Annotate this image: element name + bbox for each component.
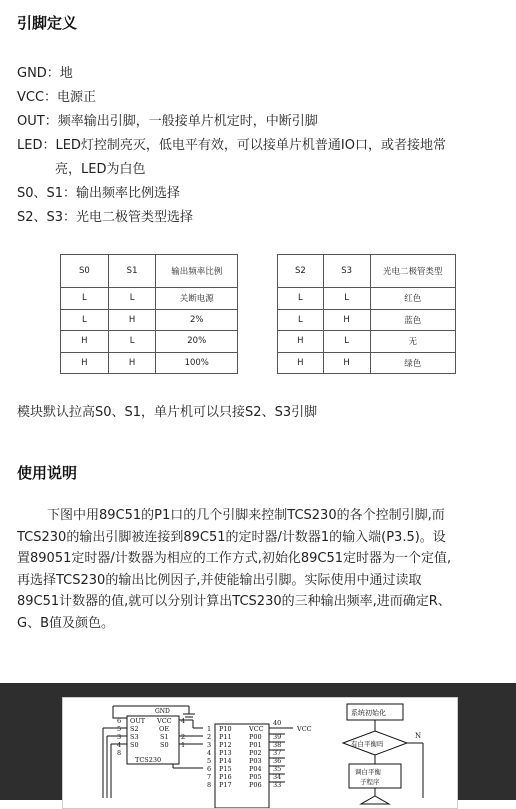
table-cell: H bbox=[108, 352, 156, 374]
mcu-pin-label: P11 bbox=[219, 733, 232, 741]
table-cell: L bbox=[108, 288, 156, 310]
table-cell: 蓝色 bbox=[370, 309, 456, 331]
table-cell: H bbox=[323, 309, 370, 331]
table-cell: L bbox=[323, 288, 370, 310]
tcs-pin-number: 6 bbox=[117, 717, 122, 725]
table-row bbox=[278, 309, 456, 331]
mcu-pin-label: P03 bbox=[249, 757, 262, 765]
table-header-row bbox=[61, 255, 238, 288]
mcu-pin-label: P16 bbox=[219, 773, 232, 781]
table-cell: L bbox=[108, 331, 156, 353]
pin-line-s2s3: S2、S3：光电二极管类型选择 bbox=[17, 210, 194, 225]
usage-line: 下图中用89C51的P1口的几个引脚来控制TCS230的各个控制引脚,而 bbox=[47, 508, 445, 523]
mcu-pin-number: 1 bbox=[207, 725, 212, 733]
tcs-pin-label: OUT bbox=[130, 717, 146, 725]
pin-line-led: LED：LED灯控制亮灭，低电平有效，可以接单片机普通IO口，或者接地常 bbox=[17, 138, 447, 153]
table-cell: H bbox=[278, 352, 324, 374]
mcu-pin-label: P15 bbox=[219, 765, 232, 773]
module-default-note: 模块默认拉高S0、S1，单片机可以只接S2、S3引脚 bbox=[17, 405, 318, 420]
usage-line: 再选择TCS230的输出比例因子,并使能输出引脚。实际使用中通过读取 bbox=[17, 572, 422, 588]
usage-line: G、B值及颜色。 bbox=[17, 615, 114, 631]
usage-title: 使用说明 bbox=[17, 464, 78, 482]
mcu-vcc-label: VCC bbox=[249, 725, 264, 733]
mcu-pin-number: 2 bbox=[207, 733, 212, 741]
photodiode-type-table bbox=[277, 254, 456, 374]
mcu-pin-label: P04 bbox=[249, 765, 262, 773]
table-header-row bbox=[278, 255, 456, 288]
pin-line-s0s1: S0、S1：输出频率比例选择 bbox=[17, 186, 181, 201]
table-row bbox=[61, 352, 238, 374]
table-cell: 绿色 bbox=[370, 352, 456, 374]
mcu-pin-number: 38 bbox=[273, 741, 282, 749]
schematic-card bbox=[62, 697, 458, 809]
table-header-cell: S1 bbox=[108, 255, 156, 288]
mcu-pin-label: P00 bbox=[249, 733, 262, 741]
table-row bbox=[61, 331, 238, 353]
table-cell: 红色 bbox=[370, 288, 456, 310]
mcu-pin-number: 8 bbox=[207, 781, 212, 789]
flowchart-process-line1: 调白平衡 bbox=[355, 768, 381, 776]
usage-line: TCS230的输出引脚被连接到89C51的定时器/计数器1的输入端(P3.5)。设 bbox=[17, 529, 446, 545]
mcu-pin-label: P01 bbox=[249, 741, 262, 749]
table-cell: L bbox=[278, 288, 324, 310]
usage-line: 置89051定时器/计数器为相应的工作方式,初始化89C51定时器为一个定值, bbox=[17, 551, 452, 566]
table-cell: 100% bbox=[156, 352, 238, 374]
mcu-pin-label: P02 bbox=[249, 749, 262, 757]
table-row bbox=[278, 288, 456, 310]
circuit-schematic bbox=[63, 698, 457, 808]
tcs-pin-label: S1 bbox=[160, 733, 169, 741]
mcu-pin-number: 6 bbox=[207, 765, 212, 773]
mcu-pin-number: 3 bbox=[207, 741, 212, 749]
frequency-scaling-table bbox=[60, 254, 238, 374]
usage-paragraph bbox=[17, 505, 501, 634]
mcu-pin-number: 33 bbox=[273, 781, 282, 789]
tcs-pin-number: 4 bbox=[181, 717, 186, 725]
mcu-pin-number: 40 bbox=[273, 719, 282, 727]
table-cell: L bbox=[61, 288, 109, 310]
tcs-pin-number: 3 bbox=[117, 733, 122, 741]
mcu-pin-number: 4 bbox=[207, 749, 212, 757]
mcu-pin-number: 34 bbox=[273, 773, 282, 781]
tcs-pin-label: VCC bbox=[157, 717, 172, 725]
table-cell: H bbox=[278, 331, 324, 353]
tcs-pin-label: OE bbox=[159, 725, 170, 733]
vcc-tag: VCC bbox=[297, 725, 312, 733]
gnd-label: GND bbox=[155, 708, 170, 715]
mcu-pin-label: P10 bbox=[219, 725, 232, 733]
mcu-pin-label: P12 bbox=[219, 741, 232, 749]
pin-line-out: OUT：频率输出引脚，一般接单片机定时，中断引脚 bbox=[17, 114, 318, 129]
table-cell: H bbox=[61, 352, 109, 374]
tcs-pin-label: S0 bbox=[130, 741, 139, 749]
table-cell: H bbox=[61, 331, 109, 353]
flowchart-no-label: N bbox=[415, 732, 422, 740]
mcu-pin-number: 5 bbox=[207, 757, 212, 765]
pin-line-led-cont: 亮，LED为白色 bbox=[55, 162, 146, 177]
flowchart-start: 系统初始化 bbox=[351, 709, 386, 717]
table-header-cell: S3 bbox=[323, 255, 370, 288]
flowchart-process-line2: 子程序 bbox=[360, 778, 380, 786]
table-cell: L bbox=[61, 309, 109, 331]
table-row bbox=[61, 309, 238, 331]
table-row bbox=[278, 352, 456, 374]
mcu-pin-number: 35 bbox=[273, 765, 282, 773]
tcs-pin-label: S0 bbox=[160, 741, 169, 749]
tcs-pin-label: S3 bbox=[130, 733, 139, 741]
pin-line-gnd: GND：地 bbox=[17, 66, 73, 81]
mcu-pin-number: 37 bbox=[273, 749, 282, 757]
table-cell: H bbox=[323, 352, 370, 374]
table-row bbox=[61, 288, 238, 310]
flowchart-decision: 有白平衡吗 bbox=[351, 740, 384, 748]
mcu-pin-label: P06 bbox=[249, 781, 262, 789]
table-cell: 2% bbox=[156, 309, 238, 331]
mcu-pin-number: 39 bbox=[273, 733, 282, 741]
table-header-cell: S0 bbox=[61, 255, 109, 288]
mcu-pin-number: 7 bbox=[207, 773, 212, 781]
mcu-pin-label: P17 bbox=[219, 781, 232, 789]
tcs-pin-label: S2 bbox=[130, 725, 139, 733]
pin-definition-title: 引脚定义 bbox=[17, 14, 78, 32]
table-cell: 无 bbox=[370, 331, 456, 353]
table-cell: 关断电源 bbox=[156, 288, 238, 310]
mcu-pin-number: 36 bbox=[273, 757, 282, 765]
mcu-pin-label: P05 bbox=[249, 773, 262, 781]
table-cell: H bbox=[108, 309, 156, 331]
table-header-cell: 光电二极管类型 bbox=[370, 255, 456, 288]
table-header-cell: S2 bbox=[278, 255, 324, 288]
tcs-pin-number: 5 bbox=[117, 725, 122, 733]
tcs-pin-number: 1 bbox=[181, 741, 186, 749]
tcs-pin-number: 2 bbox=[181, 733, 186, 741]
table-header-cell: 输出频率比例 bbox=[156, 255, 238, 288]
table-cell: 20% bbox=[156, 331, 238, 353]
table-cell: L bbox=[278, 309, 324, 331]
table-cell: L bbox=[323, 331, 370, 353]
table-row bbox=[278, 331, 456, 353]
mcu-pin-label: P13 bbox=[219, 749, 232, 757]
tcs-pin-number: 4 bbox=[117, 741, 122, 749]
tcs-pin-number: 8 bbox=[117, 749, 122, 757]
pin-line-vcc: VCC：电源正 bbox=[17, 90, 97, 105]
usage-line: 89C51计数器的值,就可以分别计算出TCS230的三种输出频率,进而确定R、 bbox=[17, 594, 451, 609]
mcu-pin-label: P14 bbox=[219, 757, 232, 765]
tcs-chip-name: TCS230 bbox=[135, 756, 162, 764]
